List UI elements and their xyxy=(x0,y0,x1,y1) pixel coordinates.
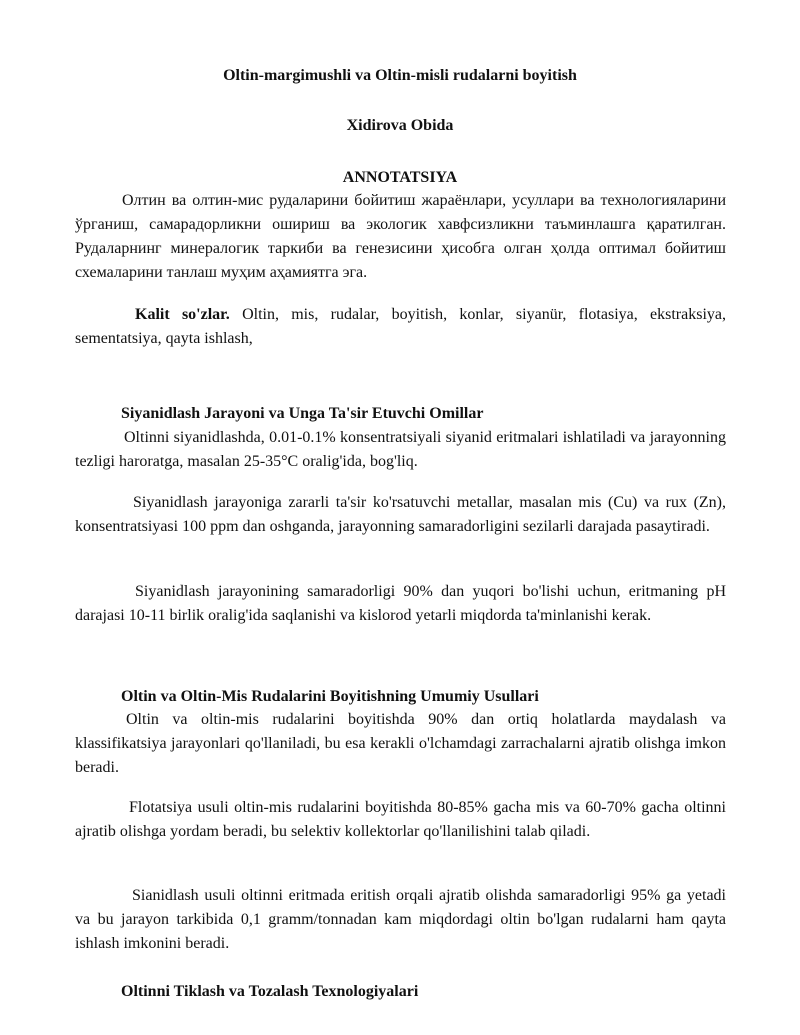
abstract-paragraph: Олтин ва олтин-мис рудаларини бойитиш жараёнлари, усуллари ва технологияларини ўрганиш, самарадорликни ошириш ва экологик хавфсизликни таъминлашга қаратилган. Рудаларнинг минералогик таркиби ва генезисини ҳисобга олган ҳолда оптимал бойитиш схемаларини танлаш муҳим аҳамиятга эга. xyxy=(75,192,726,281)
keywords-label: Kalit so'zlar. xyxy=(135,306,230,323)
section-paragraph: Flotatsiya usuli oltin-mis rudalarini boyitishda 80-85% gacha mis va 60-70% gacha oltinni ajratib olishga yordam beradi, bu selektiv kollektorlar qo'llanilishini talab qiladi. xyxy=(75,799,726,840)
abstract-heading: ANNOTATSIYA xyxy=(342,169,458,186)
section-heading: Oltin va Oltin-Mis Rudalarini Boyitishning Umumiy Usullari xyxy=(121,688,539,705)
document-title: Oltin-margimushli va Oltin-misli rudalarni boyitish xyxy=(223,67,577,84)
section-paragraph: Oltin va oltin-mis rudalarini boyitishda 90% dan ortiq holatlarda maydalash va klassifikatsiya jarayonlari qo'llaniladi, bu esa kerakli o'lchamdagi zarrachalarni ajratib olishga imkon beradi. xyxy=(75,711,726,776)
section-paragraph: Siyanidlash jarayoniga zararli ta'sir ko'rsatuvchi metallar, masalan mis (Cu) va rux (Zn), konsentratsiyasi 100 ppm dan oshganda, jarayonning samaradorligini sezilarli darajada pasaytiradi. xyxy=(75,494,726,535)
section-paragraph: Sianidlash usuli oltinni eritmada eritish orqali ajratib olishda samaradorligi 95% ga yetadi va bu jarayon tarkibida 0,1 gramm/tonnadan kam miqdordagi oltin bo'lgan rudalarni ham qayta ishlash imkonini beradi. xyxy=(75,887,726,952)
keywords-text: Oltin, mis, rudalar, boyitish, konlar, siyanür, flotasiya, ekstraksiya, sementatsiya, qayta ishlash, xyxy=(75,306,727,347)
section-paragraph: Oltinni siyanidlashda, 0.01-0.1% konsentratsiyali siyanid eritmalari ishlatiladi va jarayonning tezligi haroratga, masalan 25-35°C oralig'ida, bog'liq. xyxy=(75,429,726,470)
section-heading: Oltinni Tiklash va Tozalash Texnologiyalari xyxy=(121,983,419,1000)
section-heading: Siyanidlash Jarayoni va Unga Ta'sir Etuvchi Omillar xyxy=(121,405,484,422)
section-paragraph: Siyanidlash jarayonining samaradorligi 90% dan yuqori bo'lishi uchun, eritmaning pH darajasi 10-11 birlik oralig'ida saqlanishi va kislorod yetarli miqdorda ta'minlanishi kerak. xyxy=(75,583,726,624)
author-name: Xidirova Obida xyxy=(346,117,454,134)
keywords-paragraph xyxy=(75,303,726,351)
